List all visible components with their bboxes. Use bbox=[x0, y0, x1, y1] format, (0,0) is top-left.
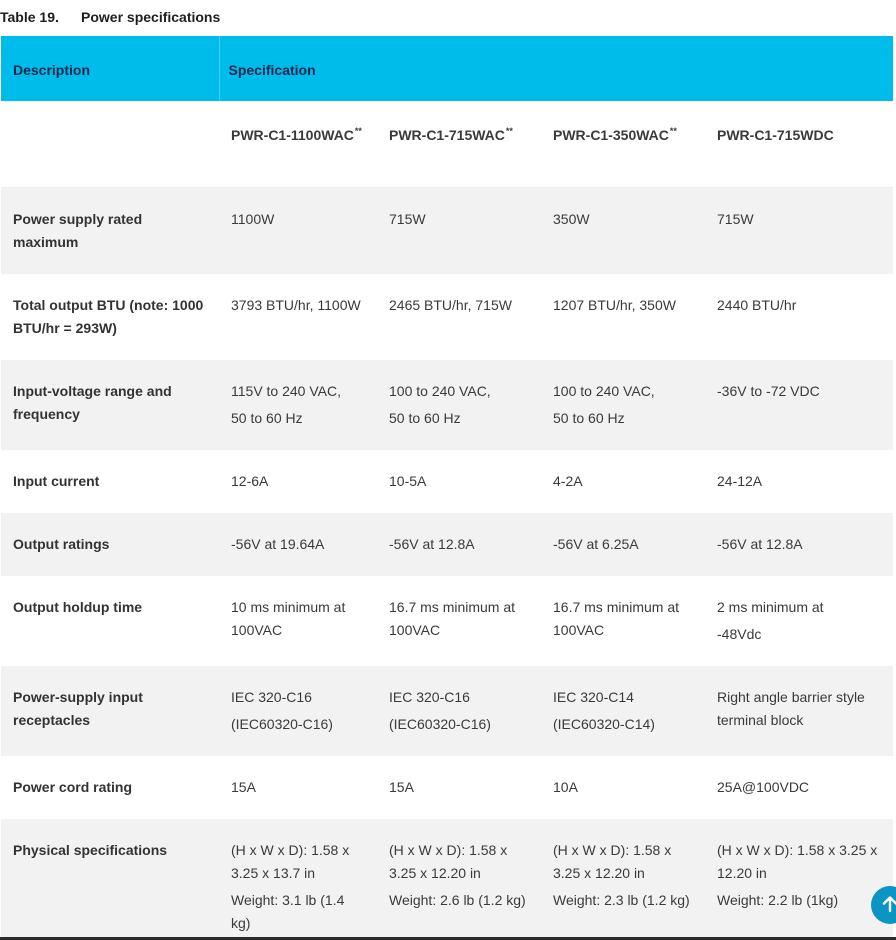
spec-cell bbox=[705, 450, 893, 513]
spec-value: 10-5A bbox=[389, 472, 427, 489]
model-header-row bbox=[1, 101, 893, 188]
spec-cell bbox=[541, 450, 705, 513]
spec-value: 16.7 ms minimum at 100VAC bbox=[553, 598, 680, 638]
table-row bbox=[1, 188, 893, 274]
row-label: Power-supply input receptacles bbox=[13, 688, 143, 728]
spec-value: (H x W x D): 1.58 x 3.25 x 12.20 in bbox=[553, 841, 672, 881]
row-label-cell bbox=[1, 666, 219, 756]
model-header-cell bbox=[377, 101, 541, 188]
table-caption bbox=[0, 9, 220, 27]
model-name: PWR-C1-715WAC bbox=[389, 127, 505, 143]
spec-value: 2465 BTU/hr, 715W bbox=[389, 296, 512, 313]
row-label: Power supply rated maximum bbox=[13, 211, 143, 250]
model-footnote-mark: ** bbox=[505, 126, 513, 136]
spec-value: 50 to 60 Hz bbox=[231, 409, 303, 426]
spec-cell bbox=[377, 360, 541, 450]
spec-cell bbox=[541, 666, 705, 756]
row-label: Input-voltage range and frequency bbox=[13, 382, 172, 422]
model-name: PWR-C1-1100WAC bbox=[231, 127, 354, 143]
spec-value: -56V at 6.25A bbox=[553, 535, 639, 552]
spec-value: 24-12A bbox=[717, 472, 763, 489]
table-header-row bbox=[1, 36, 893, 101]
row-label-cell bbox=[1, 576, 219, 666]
table-number: Table 19. bbox=[0, 9, 59, 25]
spec-cell bbox=[541, 756, 705, 819]
spec-cell bbox=[705, 756, 893, 819]
spec-cell bbox=[705, 360, 893, 450]
model-header-cell bbox=[219, 101, 377, 188]
spec-cell bbox=[219, 274, 377, 360]
spec-cell bbox=[541, 188, 705, 274]
spec-value: IEC 320-C14 bbox=[553, 688, 634, 705]
spec-cell bbox=[219, 666, 377, 756]
model-name: PWR-C1-715WDC bbox=[717, 127, 834, 143]
row-label-cell bbox=[1, 188, 219, 274]
spec-value: (IEC60320-C14) bbox=[553, 715, 655, 732]
spec-value: (H x W x D): 1.58 x 3.25 x 12.20 in bbox=[717, 841, 878, 881]
table-row bbox=[1, 666, 893, 756]
spec-cell bbox=[219, 188, 377, 274]
spec-value: Right angle barrier style terminal block bbox=[717, 688, 865, 728]
spec-value: 4-2A bbox=[553, 472, 583, 489]
spec-value: IEC 320-C16 bbox=[389, 688, 470, 705]
spec-cell bbox=[705, 188, 893, 274]
spec-value: Weight: 3.1 lb (1.4 kg) bbox=[231, 891, 345, 931]
spec-cell bbox=[705, 513, 893, 576]
spec-value: 350W bbox=[553, 211, 590, 227]
power-spec-table bbox=[1, 36, 893, 939]
spec-cell bbox=[541, 513, 705, 576]
model-name: PWR-C1-350WAC bbox=[553, 127, 669, 143]
spec-cell bbox=[219, 819, 377, 939]
spec-cell bbox=[377, 819, 541, 939]
spec-value: 3793 BTU/hr, 1100W bbox=[231, 296, 361, 313]
spec-value: 100 to 240 VAC, bbox=[553, 382, 655, 399]
row-label: Output holdup time bbox=[13, 598, 143, 615]
spec-cell bbox=[541, 274, 705, 360]
spec-cell bbox=[219, 576, 377, 666]
spec-cell bbox=[541, 576, 705, 666]
model-footnote-mark: ** bbox=[669, 126, 677, 136]
table-row bbox=[1, 576, 893, 666]
table-row bbox=[1, 274, 893, 360]
row-label: Input current bbox=[13, 472, 100, 489]
table-row bbox=[1, 360, 893, 450]
spec-value: 115V to 240 VAC, bbox=[231, 382, 341, 399]
spec-value: (IEC60320-C16) bbox=[389, 715, 491, 732]
table-row bbox=[1, 819, 893, 939]
spec-cell bbox=[705, 576, 893, 666]
spec-value: 12-6A bbox=[231, 472, 269, 489]
spec-cell bbox=[705, 274, 893, 360]
table-row bbox=[1, 513, 893, 576]
spec-value: 16.7 ms minimum at 100VAC bbox=[389, 598, 516, 638]
spec-value: 25A@100VDC bbox=[717, 778, 810, 795]
spec-value: Weight: 2.2 lb (1kg) bbox=[717, 891, 839, 908]
row-label-cell bbox=[1, 360, 219, 450]
model-header-cell bbox=[705, 101, 893, 188]
spec-value: 1207 BTU/hr, 350W bbox=[553, 296, 676, 313]
spec-value: 715W bbox=[717, 211, 754, 227]
spec-cell bbox=[219, 360, 377, 450]
row-label: Output ratings bbox=[13, 535, 110, 552]
spec-value: 50 to 60 Hz bbox=[553, 409, 625, 426]
spec-value: (IEC60320-C16) bbox=[231, 715, 333, 732]
spec-value: 10 ms minimum at 100VAC bbox=[231, 598, 346, 638]
spec-value: -56V at 12.8A bbox=[717, 535, 803, 552]
row-label-cell bbox=[1, 274, 219, 360]
spec-cell bbox=[541, 819, 705, 939]
spec-value: 50 to 60 Hz bbox=[389, 409, 461, 426]
spec-value: 15A bbox=[389, 778, 414, 795]
spec-value: 15A bbox=[231, 778, 256, 795]
row-label: Power cord rating bbox=[13, 778, 133, 795]
spec-cell bbox=[377, 274, 541, 360]
spec-cell bbox=[377, 666, 541, 756]
spec-cell bbox=[219, 450, 377, 513]
row-label-cell bbox=[1, 513, 219, 576]
spec-value: 715W bbox=[389, 211, 426, 227]
header-specification: Specification bbox=[219, 36, 893, 101]
spec-value: 10A bbox=[553, 778, 578, 795]
row-label-cell bbox=[1, 450, 219, 513]
spec-cell bbox=[377, 188, 541, 274]
spec-cell bbox=[705, 666, 893, 756]
spec-cell bbox=[377, 756, 541, 819]
spec-cell bbox=[219, 513, 377, 576]
spec-cell bbox=[377, 513, 541, 576]
spec-value: (H x W x D): 1.58 x 3.25 x 12.20 in bbox=[389, 841, 508, 881]
spec-value: 1100W bbox=[231, 211, 275, 227]
spec-value: -56V at 19.64A bbox=[231, 535, 325, 552]
spec-cell bbox=[377, 576, 541, 666]
model-footnote-mark: ** bbox=[354, 126, 362, 136]
row-label-cell bbox=[1, 756, 219, 819]
arrow-up-icon bbox=[880, 894, 896, 917]
row-label-cell bbox=[1, 819, 219, 939]
table-row bbox=[1, 450, 893, 513]
spec-value: -56V at 12.8A bbox=[389, 535, 475, 552]
spec-value: Weight: 2.6 lb (1.2 kg) bbox=[389, 891, 526, 908]
header-description: Description bbox=[1, 36, 219, 101]
table-row bbox=[1, 756, 893, 819]
spec-cell bbox=[541, 360, 705, 450]
row-label: Physical specifications bbox=[13, 841, 168, 858]
row-label: Total output BTU (note: 1000 BTU/hr = 293W) bbox=[13, 296, 204, 336]
spec-value: Weight: 2.3 lb (1.2 kg) bbox=[553, 891, 690, 908]
model-header-blank bbox=[1, 101, 219, 188]
table-title: Power specifications bbox=[81, 9, 221, 25]
spec-value: (H x W x D): 1.58 x 3.25 x 13.7 in bbox=[231, 841, 350, 881]
model-header-cell bbox=[541, 101, 705, 188]
spec-cell bbox=[705, 819, 893, 939]
spec-value: -48Vdc bbox=[717, 625, 762, 642]
spec-value: IEC 320-C16 bbox=[231, 688, 312, 705]
spec-value: 2440 BTU/hr bbox=[717, 296, 797, 313]
spec-value: 2 ms minimum at bbox=[717, 598, 824, 615]
spec-value: -36V to -72 VDC bbox=[717, 382, 820, 399]
spec-value: 100 to 240 VAC, bbox=[389, 382, 491, 399]
spec-cell bbox=[219, 756, 377, 819]
spec-cell bbox=[377, 450, 541, 513]
